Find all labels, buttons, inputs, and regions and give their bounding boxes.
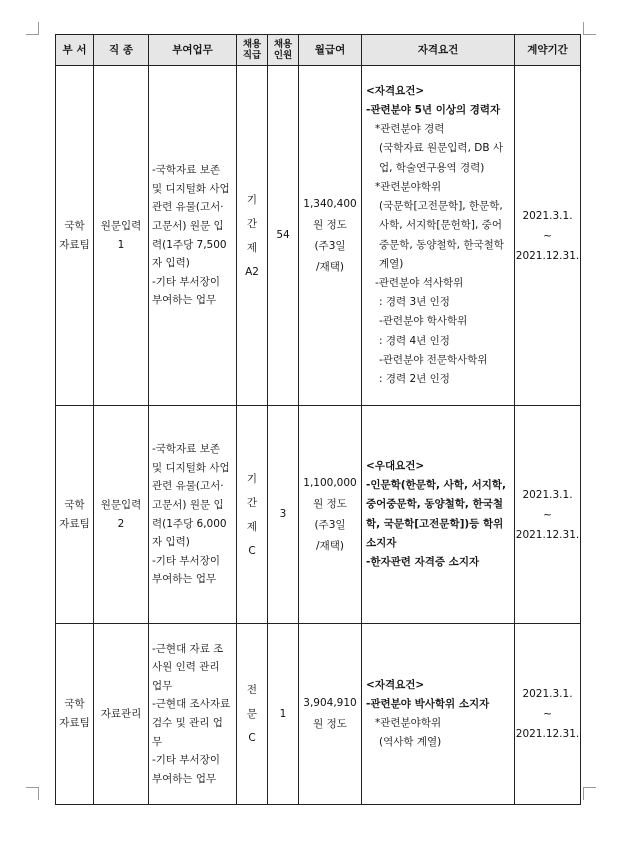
header-cell: 부여업무: [149, 35, 237, 66]
header-cell: 자격요건: [362, 35, 515, 66]
header-cell: 부 서: [56, 35, 94, 66]
crop-mark: [583, 787, 584, 800]
dept-cell: 국학 자료팀: [56, 66, 94, 406]
crop-mark: [26, 34, 39, 35]
job-cell: 원문입력 1: [94, 66, 149, 406]
salary-cell: 1,340,400 원 정도 (주3일 /재택): [299, 66, 362, 406]
job-cell: 자료관리: [94, 624, 149, 805]
grade-cell: 기 간 제 A2: [237, 66, 268, 406]
count-cell: 3: [268, 406, 299, 624]
salary-cell: 1,100,000 원 정도 (주3일 /재택): [299, 406, 362, 624]
crop-mark: [26, 787, 39, 788]
count-cell: 54: [268, 66, 299, 406]
qual-line: *관련분야학위: [375, 180, 442, 193]
qualifications-cell: [362, 66, 515, 406]
qual-line: (역사학 계열): [379, 736, 442, 749]
qual-line: -한자관련 자격증 소지자: [366, 555, 480, 568]
qual-line: (국학자료 원문입력, DB 사업, 학술연구용역 경력): [379, 142, 504, 174]
header-cell: 월급여: [299, 35, 362, 66]
duties-cell: -국학자료 보존 및 디지털화 사업 관련 유물(고서·고문서) 원문 입력(1주당 6,000자 입력) -기타 부서장이 부여하는 업무: [149, 406, 237, 624]
recruitment-table: [55, 34, 581, 805]
period-cell: 2021.3.1. ~ 2021.12.31.: [515, 406, 581, 624]
qual-line: *관련분야학위: [375, 717, 442, 729]
header-cell: 직 종: [94, 35, 149, 66]
table-row: [56, 406, 581, 624]
qual-line: -관련분야 5년 이상의 경력자: [366, 104, 501, 117]
header-cell: 채용 직급: [237, 35, 268, 66]
table-row: [56, 624, 581, 805]
qual-line: (국문학[고전문학], 한문학, 사학, 서지학[문헌학], 중어중문학, 동양철학, 한국철학 계열): [379, 200, 504, 270]
qual-line: <우대요건>: [366, 459, 425, 472]
qual-line: <자격요건>: [366, 84, 425, 97]
qual-line: : 경력 2년 인정: [379, 372, 450, 385]
qual-line: <자격요건>: [366, 678, 425, 691]
dept-cell: 국학 자료팀: [56, 406, 94, 624]
duties-cell: -국학자료 보존 및 디지털화 사업 관련 유물(고서·고문서) 원문 입력(1주당 7,500자 입력) -기타 부서장이 부여하는 업무: [149, 66, 237, 406]
qualifications-cell: [362, 406, 515, 624]
job-cell: 원문입력 2: [94, 406, 149, 624]
qual-line: -관련분야 전문학사학위: [379, 353, 488, 366]
crop-mark: [38, 787, 39, 800]
grade-cell: 전 문 C: [237, 624, 268, 805]
qual-line: -관련분야 박사학위 소지자: [366, 697, 490, 710]
qual-line: -인문학(한문학, 사학, 서지학, 중어중문학, 동양철학, 한국철학, 국문학[고전문학])등 학위 소지자: [366, 479, 507, 549]
crop-mark: [583, 787, 596, 788]
table-row: [56, 66, 581, 406]
duties-cell: -근현대 자료 조사원 인력 관리 업무 -근현대 조사자료 검수 및 관리 업무 -기타 부서장이 부여하는 업무: [149, 624, 237, 805]
salary-cell: 3,904,910 원 정도: [299, 624, 362, 805]
crop-mark: [583, 34, 596, 35]
header-cell: 계약기간: [515, 35, 581, 66]
header-cell: 채용 인원: [268, 35, 299, 66]
qualifications-cell: [362, 624, 515, 805]
grade-cell: 기 간 제 C: [237, 406, 268, 624]
qual-line: -관련분야 석사학위: [375, 276, 464, 289]
qual-line: : 경력 3년 인정: [379, 296, 450, 309]
qual-line: -관련분야 학사학위: [379, 315, 468, 328]
period-cell: 2021.3.1. ~ 2021.12.31.: [515, 66, 581, 406]
qual-line: : 경력 4년 인정: [379, 334, 450, 347]
period-cell: 2021.3.1. ~ 2021.12.31.: [515, 624, 581, 805]
qual-line: *관련분야 경력: [375, 123, 445, 136]
count-cell: 1: [268, 624, 299, 805]
dept-cell: 국학 자료팀: [56, 624, 94, 805]
header-row: [56, 35, 581, 66]
